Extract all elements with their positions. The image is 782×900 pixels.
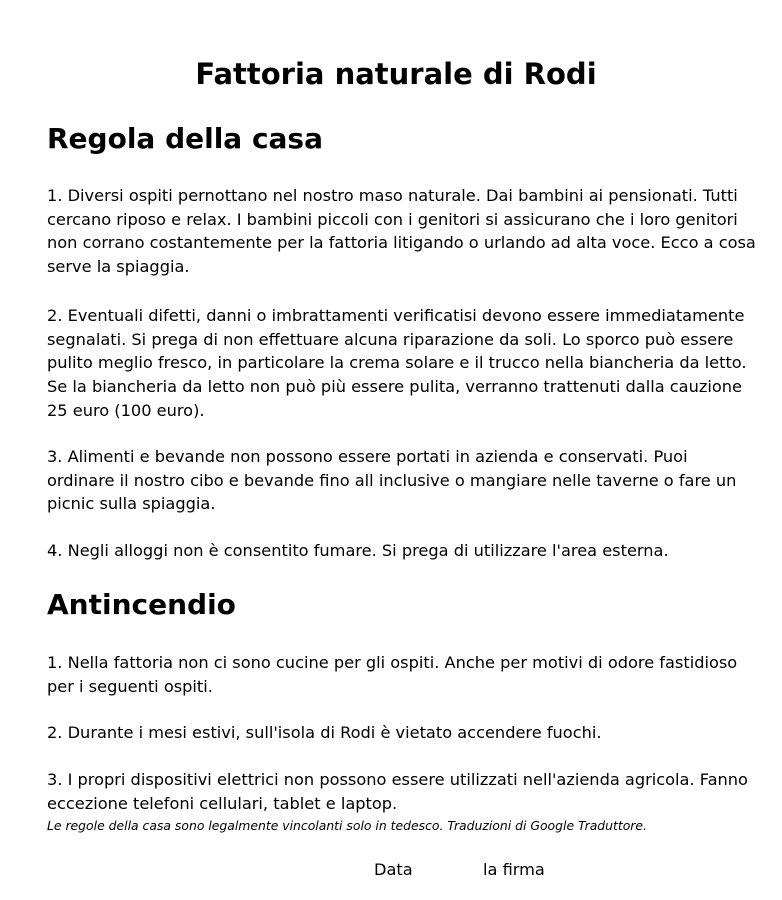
section-heading-house-rules: Regola della casa [47,122,323,155]
house-rule-3: 3. Alimenti e bevande non possono essere portati in azienda e conservati. Puoi ordinare il nostro cibo e bevande fino all inclusive o mangiare nelle taverne o fare un picnic sulla spiaggia. [47,447,737,514]
document-title: Fattoria naturale di Rodi [195,57,597,91]
fire-rule-3: 3. I propri dispositivi elettrici non possono essere utilizzati nell'azienda agricola. Fanno eccezione telefoni cellulari, tablet e laptop. [47,770,748,813]
house-rule-1: 1. Diversi ospiti pernottano nel nostro maso naturale. Dai bambini ai pensionati. Tutti cercano riposo e relax. I bambini piccoli con i genitori si assicurano che i loro genitori non corrano costantemente per la fattoria litigando o urlando ad alta voce. Ecco a cosa serve la spiaggia. [47,186,756,277]
section-heading-fire-safety: Antincendio [47,588,236,621]
translation-note: Le regole della casa sono legalmente vincolanti solo in tedesco. Traduzioni di Google Traduttore. [47,818,647,833]
signature-label: la firma [483,860,545,879]
house-rule-2: 2. Eventuali difetti, danni o imbrattamenti verificatisi devono essere immediatamente segnalati. Si prega di non effettuare alcuna riparazione da soli. Lo sporco può essere pulito meglio fresco, in particolare la crema solare e il trucco nella biancheria da letto. Se la biancheria da letto non può più essere pulita, verranno trattenuti dalla cauzione 25 euro (100 euro). [47,306,747,420]
fire-rule-2: 2. Durante i mesi estivi, sull'isola di Rodi è vietato accendere fuochi. [47,723,602,742]
house-rule-4: 4. Negli alloggi non è consentito fumare. Si prega di utilizzare l'area esterna. [47,541,669,560]
date-label: Data [374,860,413,879]
fire-rule-1: 1. Nella fattoria non ci sono cucine per gli ospiti. Anche per motivi di odore fastidioso per i seguenti ospiti. [47,653,738,696]
